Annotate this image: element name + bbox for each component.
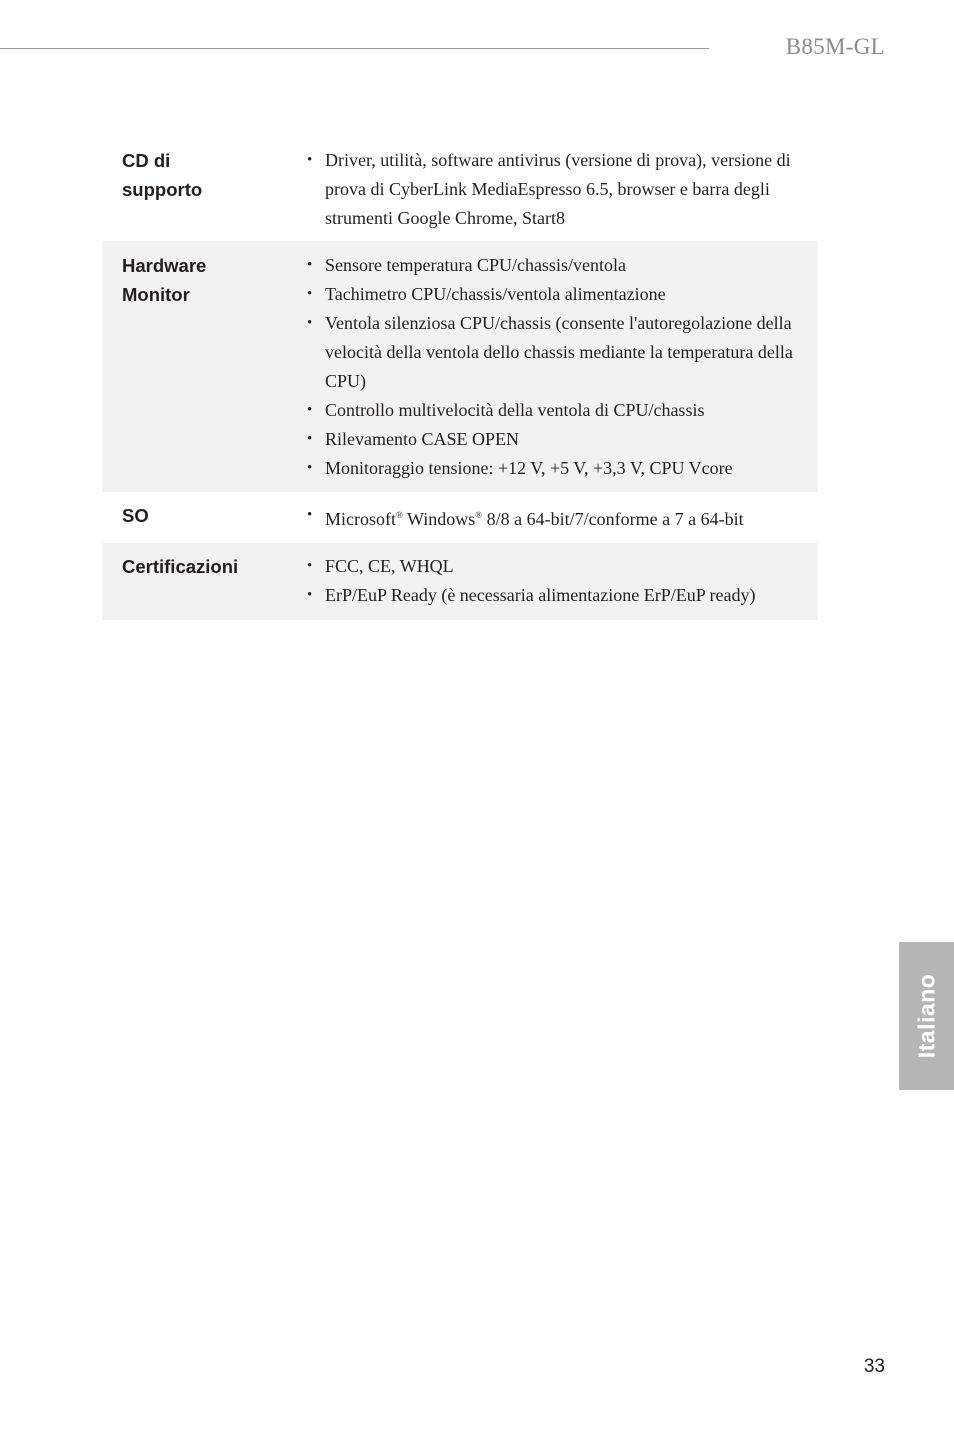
spec-item: • Ventola silenziosa CPU/chassis (consente l'autoregolazione della velocità della ventola dello chassis mediante la temperatura della CPU) <box>307 309 800 396</box>
spec-item: • Driver, utilità, software antivirus (versione di prova), versione di prova di CyberLink MediaEspresso 6.5, browser e barra degli strumenti Google Chrome, Start8 <box>307 146 800 233</box>
os-text-part: 8/8 a 64-bit/7/conforme a 7 a 64-bit <box>482 509 744 529</box>
spec-row-os <box>102 492 818 543</box>
spec-label-hardware-monitor <box>102 251 287 483</box>
spec-item: • FCC, CE, WHQL <box>307 552 800 581</box>
spec-item <box>307 501 800 534</box>
spec-items-certifications <box>287 552 818 610</box>
registered-mark: ® <box>475 510 483 520</box>
spec-label-text: CD di supporto <box>122 150 203 200</box>
spec-label-text: SO <box>122 505 149 526</box>
spec-item: • Tachimetro CPU/chassis/ventola alimentazione <box>307 280 800 309</box>
spec-label-certifications <box>102 552 287 610</box>
language-side-tab <box>899 942 954 1090</box>
spec-item: • Monitoraggio tensione: +12 V, +5 V, +3,3 V, CPU Vcore <box>307 454 800 483</box>
spec-label-support-cd <box>102 146 287 233</box>
model-title: B85M-GL <box>785 34 885 59</box>
spec-item: • Controllo multivelocità della ventola di CPU/chassis <box>307 396 800 425</box>
spec-row-certifications <box>102 543 818 620</box>
spec-items-os <box>287 501 818 534</box>
spec-item: • Rilevamento CASE OPEN <box>307 425 800 454</box>
os-text-part: Microsoft <box>325 509 396 529</box>
spec-label-text: Certificazioni <box>122 556 239 577</box>
spec-items-hardware-monitor <box>287 251 818 483</box>
spec-items-support-cd <box>287 146 818 233</box>
spec-item: • Sensore temperatura CPU/chassis/ventola <box>307 251 800 280</box>
spec-label-os <box>102 501 287 534</box>
spec-row-hardware-monitor <box>102 241 818 492</box>
language-tab-label: Italiano <box>913 973 939 1059</box>
spec-row-support-cd <box>102 140 818 241</box>
page-number: 33 <box>863 1356 885 1377</box>
spec-item: • ErP/EuP Ready (è necessaria alimentazione ErP/EuP ready) <box>307 581 800 610</box>
spec-table <box>102 140 818 620</box>
header-rule <box>0 48 709 49</box>
registered-mark: ® <box>396 510 403 520</box>
spec-label-text: Hardware Monitor <box>122 255 207 305</box>
os-text-part: Windows <box>402 509 476 529</box>
